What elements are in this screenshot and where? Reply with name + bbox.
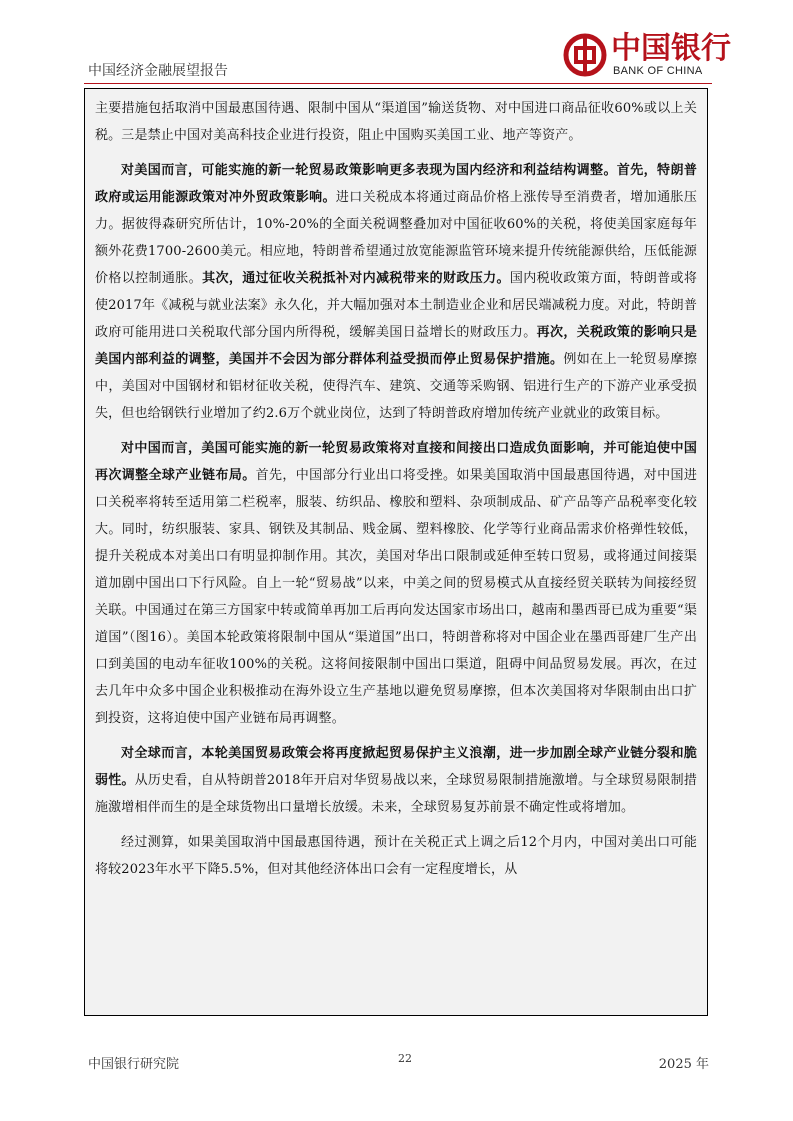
content-box	[84, 88, 708, 1016]
paragraph-2-bold-1: 对美国而言，可能实施的新一轮贸易政策影响更多表现为国内经济和利益结构调整。首先，特朗普政府或运用能源政策对冲外贸政策影响。	[95, 163, 697, 205]
paragraph-3-bold-1: 对中国而言，美国可能实施的新一轮贸易政策将对直接和间接出口造成负面影响，并可能迫使中国再次调整全球产业链布局。	[95, 441, 697, 483]
logo-chinese-text: 中国银行	[611, 31, 731, 66]
paragraph-2-text-2: 国内税收政策方面，特朗普或将使2017年《减税与就业法案》永久化，并大幅加强对本土制造业企业和居民端减税力度。对此，特朗普政府可能用进口关税取代部分国内所得税，缓解美国日益增长的财政压力。	[95, 271, 697, 340]
paragraph-2-text-3: 例如在上一轮贸易摩擦中，美国对中国钢材和铝材征收关税，使得汽车、建筑、交通等采购钢、铝进行生产的下游产业承受损失，但也给钢铁行业增加了约2.6万个就业岗位，达到了特朗普政府增加传统产业就业的政策目标。	[95, 352, 697, 421]
report-title: 中国经济金融展望报告	[88, 63, 228, 79]
footer-year: 2025 年	[658, 1057, 709, 1072]
footer-institute: 中国银行研究院	[88, 1057, 180, 1072]
paragraph-3-text-1: 首先，中国部分行业出口将受挫。如果美国取消中国最惠国待遇，对中国进口关税率将转至适用第二栏税率，服装、纺织品、橡胶和塑料、杂项制成品、矿产品等产品税率变化较大。同时，纺织服装、家具、钢铁及其制品、贱金属、塑料橡胶、化学等行业商品需求价格弹性较低，提升关税成本对美出口有明显抑制作用。其次，美国对华出口限制或延伸至转口贸易，或将通过间接渠道加剧中国出口下行风险。自上一轮“贸易战”以来，中美之间的贸易模式从直接经贸关联转为间接经贸关联。中国通过在第三方国家中转或简单再加工后再向发达国家市场出口，越南和墨西哥已成为重要“渠道国”（图16）。美国本轮政策将限制中国从“渠道国”出口，特朗普称将对中国企业在墨西哥建厂生产出口到美国的电动车征收100%的关税。这将间接限制中国出口渠道，阻碍中间品贸易发展。再次，在过去几年中众多中国企业积极推动在海外设立生产基地以避免贸易摩擦，但本次美国将对华限制由出口扩到投资，这将迫使中国产业链布局再调整。	[95, 468, 697, 726]
page-number: 22	[398, 1052, 412, 1065]
paragraph-3	[95, 435, 697, 732]
paragraph-2-text-1: 进口关税成本将通过商品价格上涨传导至消费者，增加通胀压力。据彼得森研究所估计，10%-20%的全面关税调整叠加对中国征收60%的关税，将使美国家庭每年额外花费1700-2600美元。相应地，特朗普希望通过放宽能源监管环境来提升传统能源供给，压低能源价格以控制通胀。	[95, 190, 697, 286]
paragraph-2-bold-2: 其次，通过征收关税抵补对内减税带来的财政压力。	[202, 271, 510, 286]
paragraph-4-text-1: 从历史看，自从特朗普2018年开启对华贸易战以来，全球贸易限制措施激增。与全球贸易限制措施激增相伴而生的是全球货物出口量增长放缓。未来，全球贸易复苏前景不确定性或将增加。	[95, 773, 698, 815]
header-divider	[84, 83, 712, 84]
paragraph-1	[95, 95, 697, 149]
paragraph-4-bold-1: 对全球而言，本轮美国贸易政策会将再度掀起贸易保护主义浪潮，进一步加剧全球产业链分裂和脆弱性。	[95, 746, 697, 788]
paragraph-2-bold-3: 再次，关税政策的影响只是美国内部利益的调整，美国并不会因为部分群体利益受损而停止贸易保护措施。	[95, 325, 697, 367]
paragraph-2	[95, 157, 697, 427]
paragraph-4	[95, 740, 697, 821]
paragraph-5-text: 经过测算，如果美国取消中国最惠国待遇，预计在关税正式上调之后12个月内，中国对美出口可能将较2023年水平下降5.5%，但对其他经济体出口会有一定程度增长，从	[95, 835, 697, 877]
bank-logo	[563, 30, 731, 80]
logo-english-text: BANK OF CHINA	[613, 65, 703, 77]
bank-of-china-emblem-icon	[563, 33, 607, 77]
paragraph-1-text: 主要措施包括取消中国最惠国待遇、限制中国从“渠道国”输送货物、对中国进口商品征收60%或以上关税。三是禁止中国对美高科技企业进行投资，阻止中国购买美国工业、地产等资产。	[95, 101, 697, 143]
paragraph-5	[95, 829, 697, 883]
